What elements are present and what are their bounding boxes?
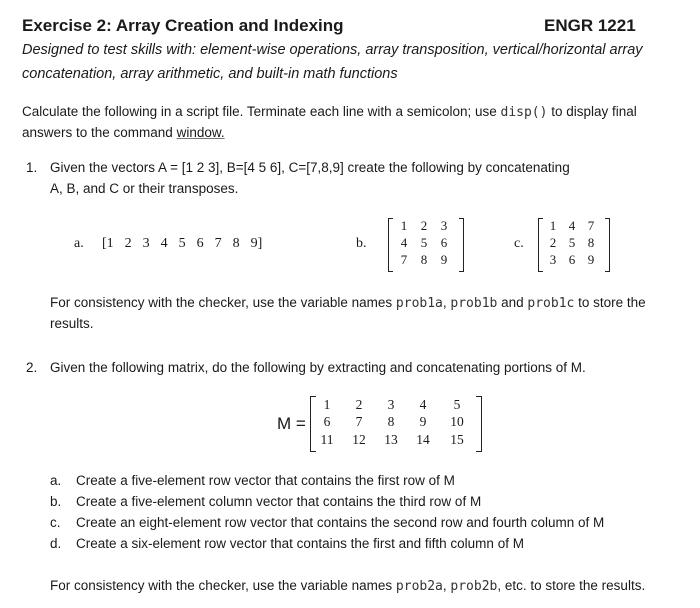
matrix-cell: 9: [440, 252, 448, 267]
q1-comma: ,: [442, 295, 451, 310]
var-prob2b: prob2b: [450, 579, 498, 594]
matrix-cell: 5: [568, 235, 576, 250]
q2-comma: ,: [442, 578, 451, 593]
intro-text-1: Calculate the following in a script file. Terminate each line with a semicolon; use: [22, 104, 501, 119]
q1-and: and: [497, 295, 528, 310]
var-prob1c: prob1c: [527, 296, 575, 311]
m-matrix: [310, 396, 482, 452]
right-bracket: [459, 218, 464, 272]
window-word: window.: [176, 125, 225, 140]
q1-note-text-2: to store the: [574, 295, 646, 310]
q1c-label: c.: [514, 236, 524, 251]
q2b-label: b.: [50, 494, 62, 509]
matrix-cell: 7: [355, 414, 363, 429]
matrix-cell: 1: [323, 397, 331, 412]
q2a-label: a.: [50, 473, 62, 488]
matrix-cell: 15: [450, 432, 464, 447]
matrix-cell: 14: [416, 432, 430, 447]
matrix-cell: 2: [355, 397, 363, 412]
matrix-cell: 6: [568, 252, 576, 267]
var-prob1a: prob1a: [395, 296, 443, 311]
matrix-cell: 8: [387, 414, 395, 429]
q2d-text: Create a six-element row vector that contains the first and fifth column of M: [76, 536, 524, 551]
matrix-cell: 4: [568, 218, 576, 233]
intro-text-3: answers to the command: [22, 125, 177, 140]
q1c-matrix: [538, 218, 610, 272]
q2b-text: Create a five-element column vector that contains the third row of M: [76, 494, 482, 509]
matrix-cell: 3: [549, 252, 557, 267]
var-prob2a: prob2a: [395, 579, 443, 594]
q1-number: 1.: [26, 160, 38, 175]
matrix-cell: 8: [587, 235, 595, 250]
m-label: M =: [277, 414, 306, 433]
q1-note-text-1: For consistency with the checker, use the variable names: [50, 295, 396, 310]
var-prob1b: prob1b: [450, 296, 498, 311]
q2-number: 2.: [26, 360, 38, 375]
q1-line-1: Given the vectors A = [1 2 3], B=[4 5 6], C=[7,8,9] create the following by concatenating: [50, 160, 570, 175]
q2-note-text-1: For consistency with the checker, use the variable names: [50, 578, 396, 593]
intro-text-2: to display final: [547, 104, 637, 119]
right-bracket: [476, 396, 482, 452]
matrix-cell: 6: [323, 414, 331, 429]
matrix-cell: 10: [450, 414, 464, 429]
matrix-cell: 11: [320, 432, 334, 447]
q2d-label: d.: [50, 536, 62, 551]
matrix-cell: 5: [420, 235, 428, 250]
matrix-cell: 7: [587, 218, 595, 233]
matrix-cell: 8: [420, 252, 428, 267]
subtitle-line-1: Designed to test skills with: element-wise operations, array transposition, vertical/horizontal array: [22, 42, 643, 58]
matrix-cell: 12: [352, 432, 366, 447]
intro-line-2: [22, 125, 225, 140]
q2-note: [50, 578, 645, 594]
exercise-title: Exercise 2: Array Creation and Indexing: [22, 16, 344, 35]
matrix-cell: 6: [440, 235, 448, 250]
q1-note-line-1: [50, 295, 646, 311]
subtitle-line-2: concatenation, array arithmetic, and built-in math functions: [22, 66, 398, 82]
q2c-label: c.: [50, 515, 61, 530]
q1b-matrix: [388, 218, 464, 272]
q2-note-text-2: , etc. to store the results.: [497, 578, 646, 593]
matrix-cell: 3: [387, 397, 395, 412]
q2-line-1: Given the following matrix, do the following by extracting and concatenating portions of M.: [50, 360, 586, 375]
matrix-cell: 1: [400, 218, 408, 233]
q1b-label: b.: [356, 236, 367, 251]
q2c-text: Create an eight-element row vector that contains the second row and fourth column of M: [76, 515, 605, 530]
q1-note-line-2: results.: [50, 316, 94, 331]
course-code: ENGR 1221: [544, 16, 636, 35]
q2a-text: Create a five-element row vector that contains the first row of M: [76, 473, 455, 488]
matrix-cell: 9: [419, 414, 427, 429]
matrix-cell: 7: [400, 252, 408, 267]
matrix-cell: 1: [549, 218, 557, 233]
matrix-cell: 2: [549, 235, 557, 250]
intro-line-1: [22, 104, 637, 120]
disp-code: disp(): [500, 105, 548, 120]
matrix-cell: 3: [440, 218, 448, 233]
matrix-cell: 2: [420, 218, 428, 233]
left-bracket: [388, 218, 393, 272]
matrix-cell: 13: [384, 432, 398, 447]
right-bracket: [605, 218, 610, 272]
matrix-cell: 4: [400, 235, 408, 250]
matrix-cell: 4: [419, 397, 427, 412]
matrix-cell: 5: [453, 397, 461, 412]
matrix-cell: 9: [587, 252, 595, 267]
q1a-vector: [1 2 3 4 5 6 7 8 9]: [102, 236, 263, 251]
q1a-label: a.: [74, 236, 84, 251]
q1-line-2: A, B, and C or their transposes.: [50, 181, 239, 196]
